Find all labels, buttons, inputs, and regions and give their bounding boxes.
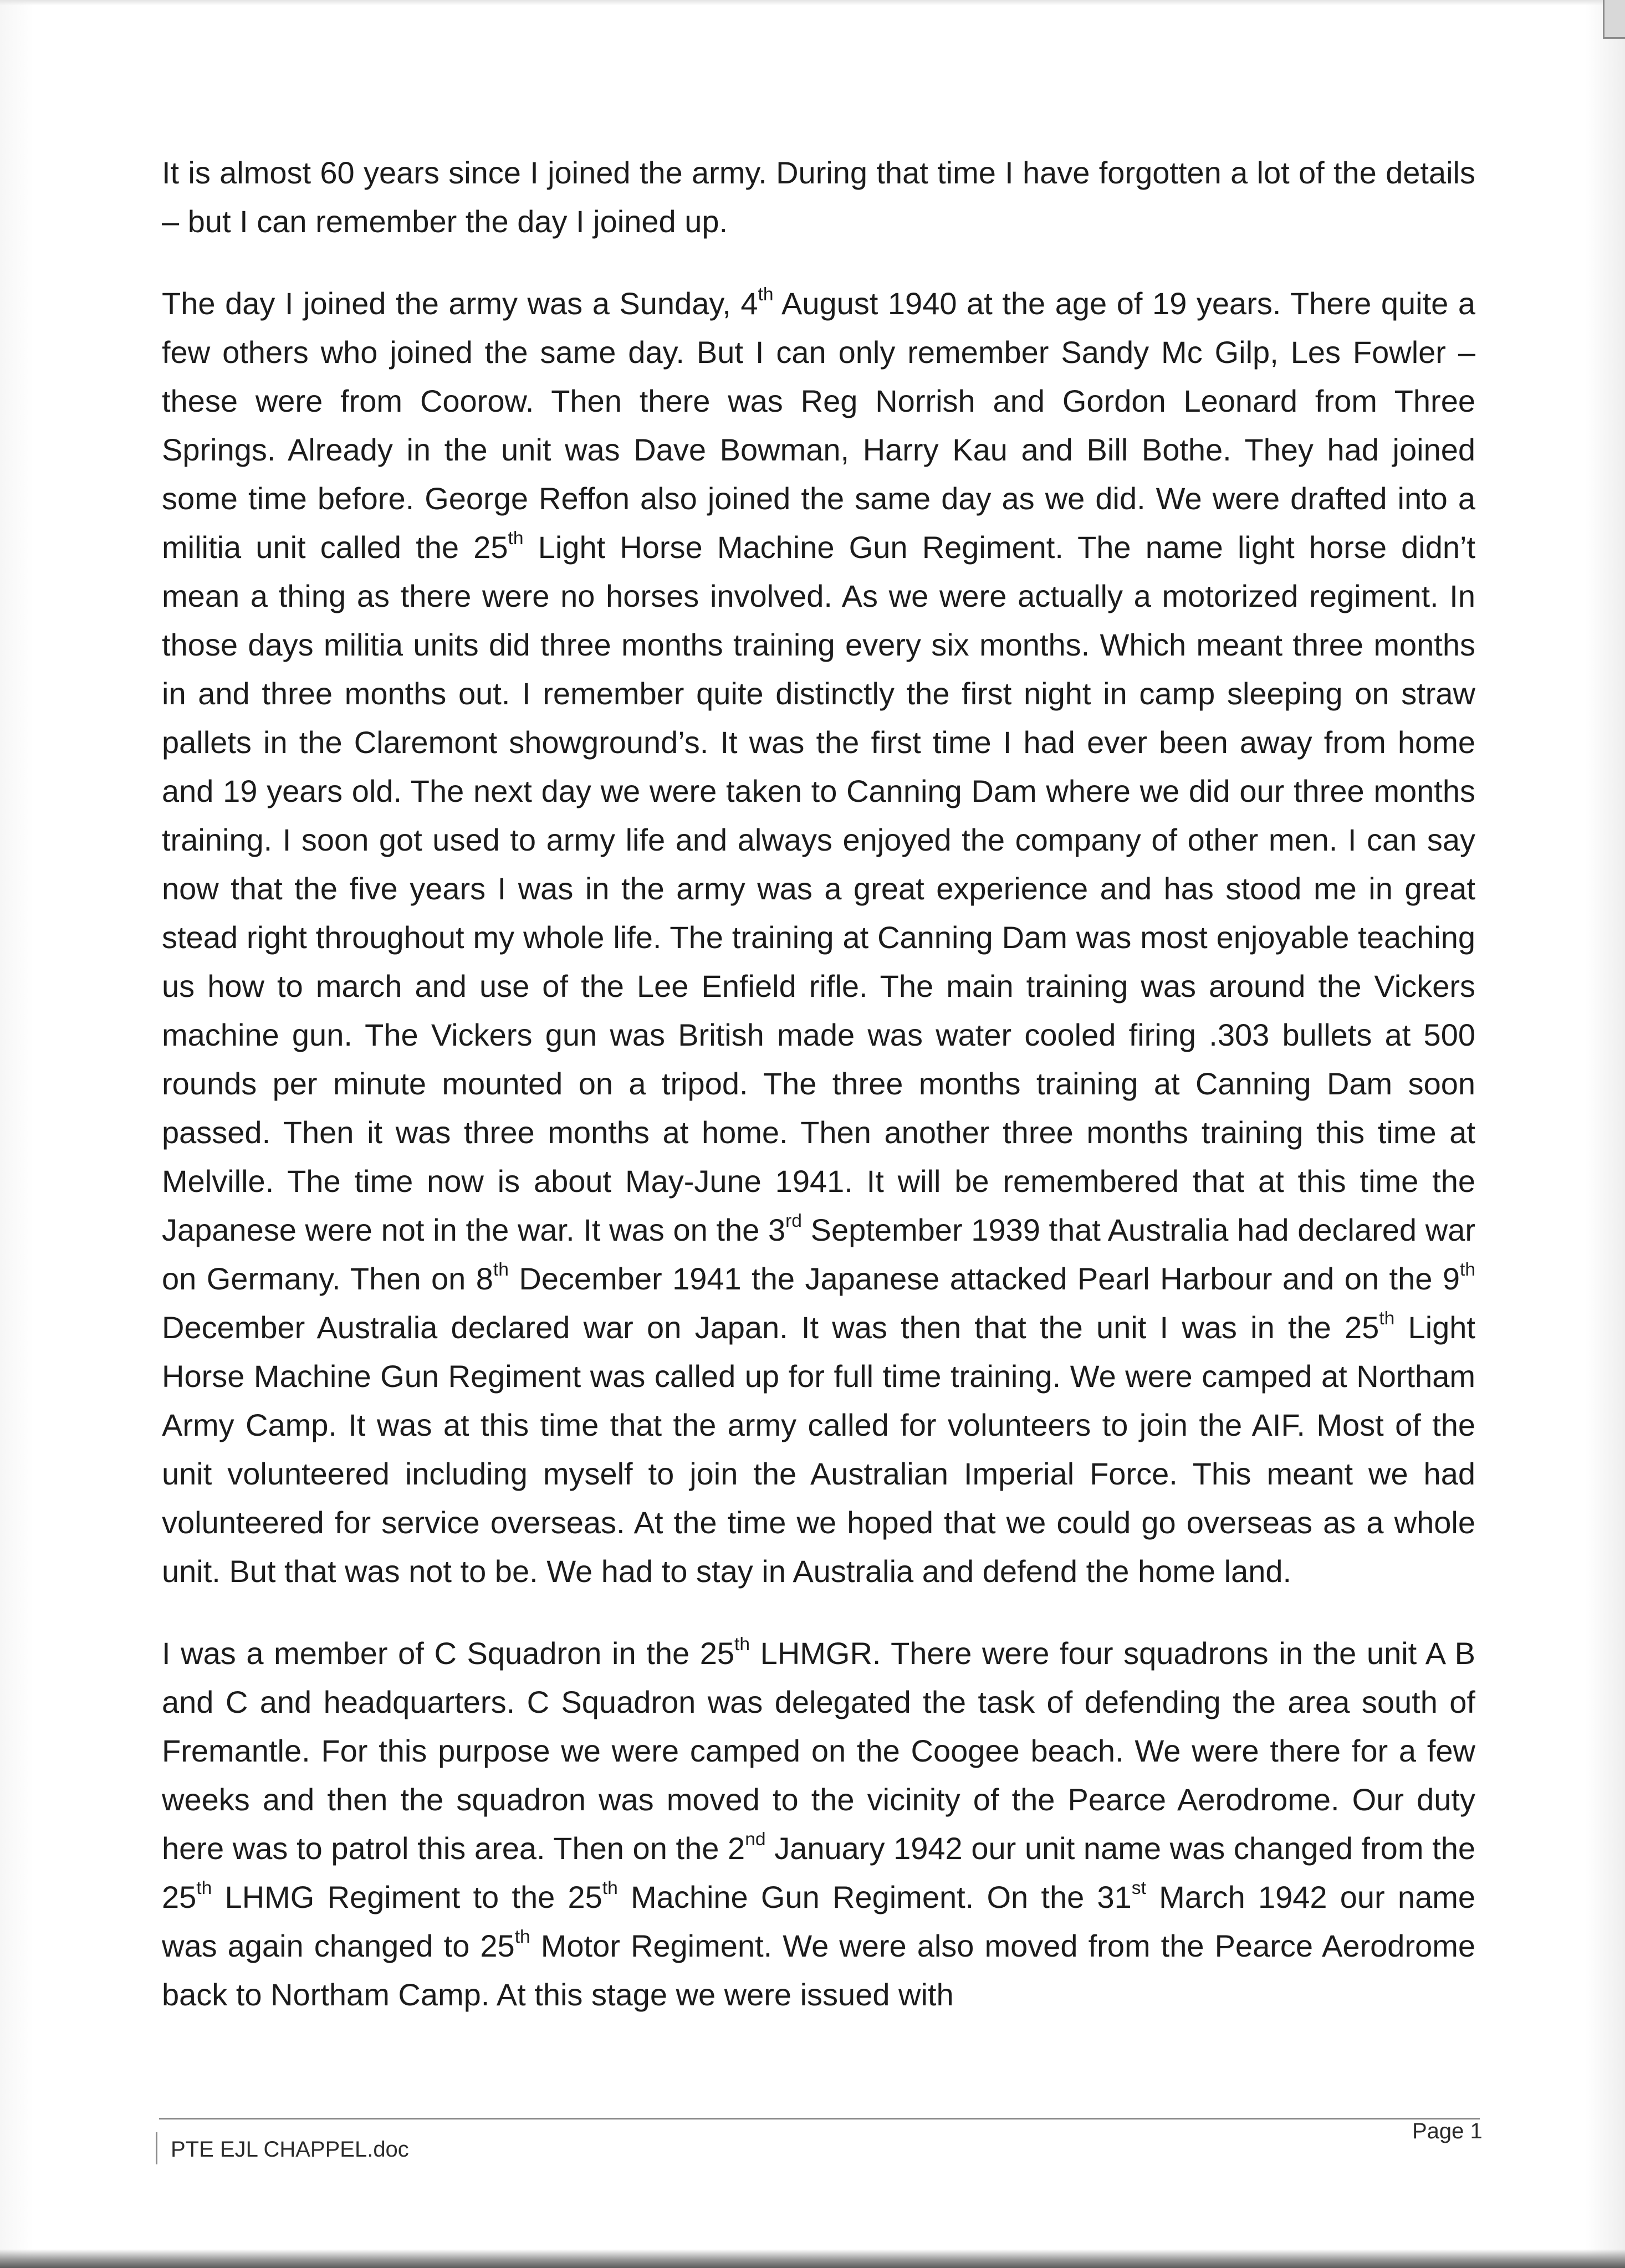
- ordinal-suffix: th: [514, 1926, 530, 1947]
- paragraph-text: I was a member of C Squadron in the 25: [162, 1636, 735, 1671]
- paragraph: [162, 1629, 1475, 2019]
- ordinal-suffix: th: [196, 1877, 212, 1898]
- paragraph: [162, 279, 1475, 1596]
- ordinal-suffix: th: [1459, 1259, 1475, 1280]
- scan-top-edge: [0, 0, 1625, 6]
- ordinal-suffix: st: [1131, 1877, 1146, 1898]
- scan-corner-fold: [1603, 0, 1625, 39]
- ordinal-suffix: th: [1379, 1308, 1395, 1329]
- ordinal-suffix: th: [493, 1259, 509, 1280]
- footer-page-number: Page 1: [1412, 2119, 1483, 2143]
- paragraph-text: Machine Gun Regiment. On the 31: [617, 1880, 1132, 1914]
- document-body: [162, 149, 1475, 2052]
- paragraph: [162, 149, 1475, 246]
- paragraph-text: The day I joined the army was a Sunday, 4: [162, 286, 758, 321]
- paragraph-text: December Australia declared war on Japan. It was then that the unit I was in the 25: [162, 1310, 1379, 1345]
- footer-divider: [159, 2118, 1480, 2119]
- paragraph-text: Light Horse Machine Gun Regiment. The name light horse didn’t mean a thing as there were no horses involved. As we were actually a motorized regiment. In those days militia units did three months training every six months. Which meant three months in and three months out. I remember quite distinctly the first night in camp sleeping on straw pallets in the Claremont showground’s. It was the first time I had ever been away from home and 19 years old. The next day we were taken to Canning Dam where we did our three months training. I soon got used to army life and always enjoyed the company of other men. I can say now that the five years I was in the army was a great experience and has stood me in great stead right throughout my whole life. The training at Canning Dam was most enjoyable teaching us how to march and use of the Lee Enfield rifle. The main training was around the Vickers machine gun. The Vickers gun was British made was water cooled firing .303 bullets at 500 rounds per minute mounted on a tripod. The three months training at Canning Dam soon passed. Then it was three months at home. Then another three months training this time at Melville. The time now is about May-June 1941. It will be remembered that at this time the Japanese were not in the war. It was on the 3: [162, 530, 1476, 1247]
- paragraph-text: August 1940 at the age of 19 years. There quite a few others who joined the same day. But I can only remember Sandy Mc Gilp, Les Fowler – these were from Coorow. Then there was Reg Norrish and Gordon Leonard from Three Springs. Already in the unit was Dave Bowman, Harry Kau and Bill Bothe. They had joined some time before. George Reffon also joined the same day as we did. We were drafted into a militia unit called the 25: [162, 286, 1475, 565]
- ordinal-suffix: rd: [785, 1210, 802, 1231]
- paragraph-text: Motor Regiment. We were also moved from the Pearce Aerodrome back to Northam Camp. At this stage we were issued with: [162, 1928, 1475, 2012]
- paragraph-text: LHMGR. There were four squadrons in the unit A B and C and headquarters. C Squadron was delegated the task of defending the area south of Fremantle. For this purpose we were camped on the Coogee beach. We were there for a few weeks and then the squadron was moved to the vicinity of the Pearce Aerodrome. Our duty here was to patrol this area. Then on the 2: [162, 1636, 1475, 1866]
- paragraph-text: December 1941 the Japanese attacked Pearl Harbour and on the 9: [508, 1261, 1460, 1296]
- paragraph-text: March 1942 our name was again changed to 25: [162, 1880, 1476, 1963]
- paragraph-text: LHMG Regiment to the 25: [212, 1880, 602, 1914]
- footer-filename: PTE EJL CHAPPEL.doc: [171, 2137, 409, 2162]
- ordinal-suffix: th: [602, 1877, 618, 1898]
- paragraph-text: September 1939 that Australia had declared war on Germany. Then on 8: [162, 1212, 1475, 1296]
- ordinal-suffix: nd: [745, 1829, 766, 1850]
- scan-bottom-edge: [0, 2249, 1625, 2268]
- ordinal-suffix: th: [758, 284, 774, 305]
- ordinal-suffix: th: [734, 1634, 750, 1655]
- paragraph-text: It is almost 60 years since I joined the army. During that time I have forgotten a lot of the details – but I can remember the day I joined up.: [162, 155, 1475, 239]
- footer-left-marker: [156, 2132, 157, 2164]
- paragraph-text: January 1942 our unit name was changed from the 25: [162, 1831, 1475, 1914]
- ordinal-suffix: th: [508, 528, 524, 549]
- paragraph-text: Light Horse Machine Gun Regiment was called up for full time training. We were camped at Northam Army Camp. It was at this time that the army called for volunteers to join the AIF. Most of the unit volunteered including myself to join the Australian Imperial Force. This meant we had volunteered for service overseas. At the time we hoped that we could go overseas as a whole unit. But that was not to be. We had to stay in Australia and defend the home land.: [162, 1310, 1475, 1589]
